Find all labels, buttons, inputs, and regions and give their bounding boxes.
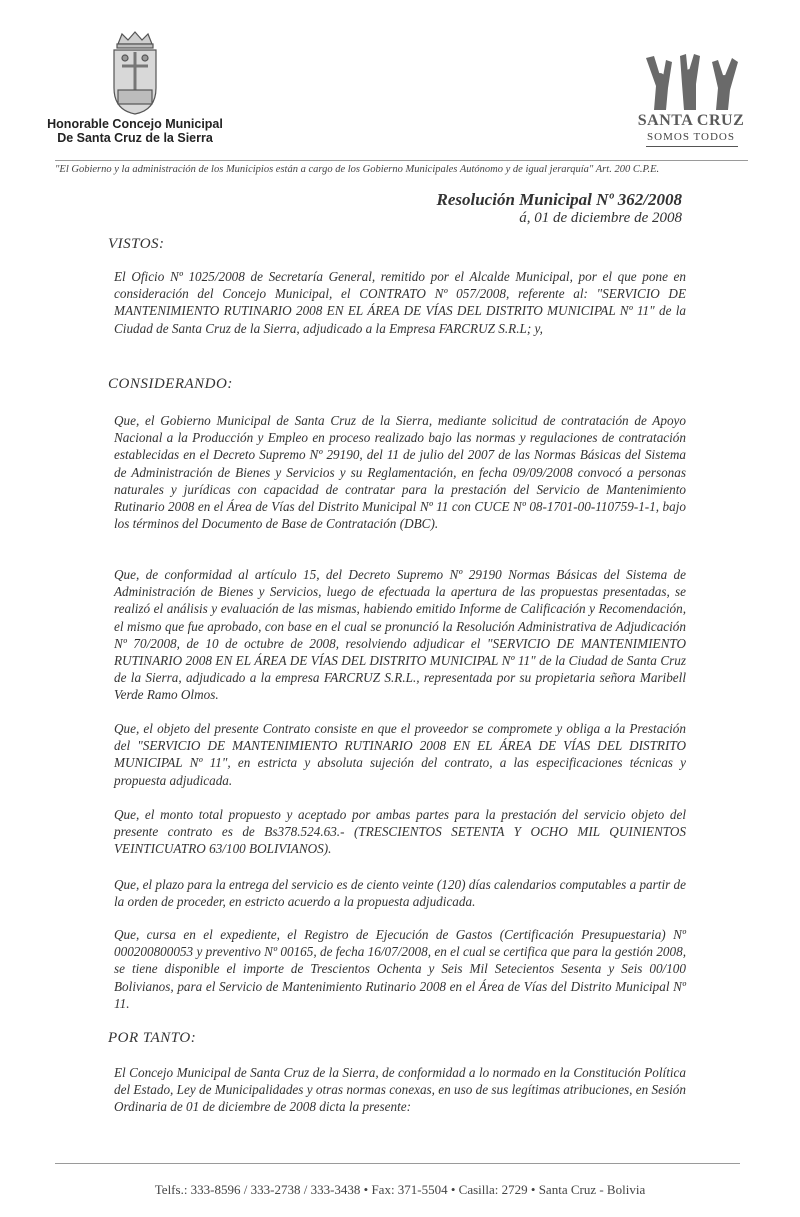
heading-considerando: CONSIDERANDO: [108, 376, 233, 392]
logo-text-santa-cruz: SANTA CRUZ [637, 112, 745, 129]
logo-text-somos-todos: SOMOS TODOS [647, 131, 735, 143]
council-name-line-2: De Santa Cruz de la Sierra [57, 131, 213, 145]
heading-por-tanto: POR TANTO: [108, 1030, 197, 1046]
coat-of-arms-icon [108, 30, 162, 116]
paragraph-considerando-3: Que, el objeto del presente Contrato consiste en que el proveedor se compromete y obliga a la Prestación del "SERVICIO DE MANTENIMIENTO RUTINARIO 2008 EN EL ÁREA DE VÍAS DEL DISTRITO MUNICIPAL Nº 11", en estricta y absoluta sujeción del contrato, a las especificaciones técnicas y propuesta adjudicada. [114, 721, 686, 788]
paragraph-vistos: El Oficio Nº 1025/2008 de Secretaría General, remitido por el Alcalde Municipal, por el que pone en consideración del Concejo Municipal, el CONTRATO Nº 057/2008, referente al: "SERVICIO DE MANTENIMIENTO RUTINARIO 2008 EN EL ÁREA DE VÍAS DEL DISTRITO MUNICIPAL Nº 11" de la Ciudad de Santa Cruz de la Sierra, adjudicado a la Empresa FARCRUZ S.R.L; y, [114, 269, 686, 336]
footer-contact: Telfs.: 333-8596 / 333-2738 / 333-3438 • Fax: 371-5504 • Casilla: 2729 • Santa Cruz - Bolivia [154, 1182, 646, 1197]
resolution-date: á, 01 de diciembre de 2008 [519, 210, 682, 226]
header-divider [55, 160, 748, 161]
logo-underline [646, 146, 738, 147]
council-name [40, 117, 230, 145]
paragraph-considerando-6: Que, cursa en el expediente, el Registro de Ejecución de Gastos (Certificación Presupuestaria) Nº 000200800053 y preventivo Nº 00165, de fecha 16/07/2008, en el cual se certifica que para la gestión 2008, se tiene disponible el importe de Trescientos Ochenta y Seis Mil Setecientos Sesenta y Seis 00/100 Bolivianos, para el Servicio de Mantenimiento Rutinario 2008 en el Área de Vías del Distrito Municipal Nº 11. [114, 927, 686, 1011]
footer-divider [55, 1163, 740, 1164]
paragraph-considerando-1: Que, el Gobierno Municipal de Santa Cruz de la Sierra, mediante solicitud de contratación de Apoyo Nacional a la Producción y Empleo en proceso realizado bajo las normas y regulaciones de contratación establecidas en el Decreto Supremo Nº 29190, del 11 de julio del 2007 de las Normas Básicas del Sistema de Administración de Bienes y Servicios y su Reglamentación, en fecha 09/09/2008 convocó a personas naturales y jurídicas con capacidad de contratar para la prestación del Servicio de Mantenimiento Rutinario 2008 en el Área de Vías del Distrito Municipal Nº 11 con CUCE Nº 08-1701-00-110759-1-1, bajo los términos del Documento de Base de Contratación (DBC). [114, 413, 686, 532]
paragraph-considerando-2: Que, de conformidad al artículo 15, del Decreto Supremo Nº 29190 Normas Básicas del Sistema de Administración de Bienes y Servicios, luego de efectuada la apertura de las propuestas presentadas, se realizó el análisis y evaluación de las mismas, habiendo emitido Informe de Calificación y Recomendación, el mismo que fue aprobado, con base en el cual se pronunció la Resolución Administrativa de Adjudicación Nº 70/2008, de 10 de octubre de 2008, resolviendo adjudicar el "SERVICIO DE MANTENIMIENTO RUTINARIO 2008 EN EL ÁREA DE VÍAS DEL DISTRITO MUNICIPAL Nº 11" de la Ciudad de Santa Cruz de la Sierra, adjudicado a la empresa FARCRUZ S.R.L., representada por su propietaria señora Maribell Verde Ramo Olmos. [114, 567, 686, 703]
paragraph-por-tanto: El Concejo Municipal de Santa Cruz de la Sierra, de conformidad a lo normado en la Constitución Política del Estado, Ley de Municipalidades y otras normas conexas, en uso de sus legítimas atribuciones, en Sesión Ordinaria de 01 de diciembre de 2008 dicta la presente: [114, 1065, 686, 1115]
resolution-title: Resolución Municipal Nº 362/2008 [436, 190, 682, 209]
paragraph-considerando-4: Que, el monto total propuesto y aceptado por ambas partes para la prestación del servicio objeto del presente contrato es de Bs378.524.63.- (TRESCIENTOS SETENTA Y OCHO MIL QUINIENTOS VEINTICUATRO 63/100 BOLIVIANOS). [114, 807, 686, 857]
heading-vistos: VISTOS: [108, 236, 165, 252]
council-name-line-1: Honorable Concejo Municipal [47, 117, 223, 131]
paragraph-considerando-5: Que, el plazo para la entrega del servicio es de ciento veinte (120) días calendarios computables a partir de la orden de proceder, en estricto acuerdo a la propuesta adjudicada. [114, 877, 686, 910]
header-motto: "El Gobierno y la administración de los Municipios están a cargo de los Gobierno Municipales Autónomo y de igual jerarquía" Art. 200 C.P.E. [55, 164, 660, 175]
